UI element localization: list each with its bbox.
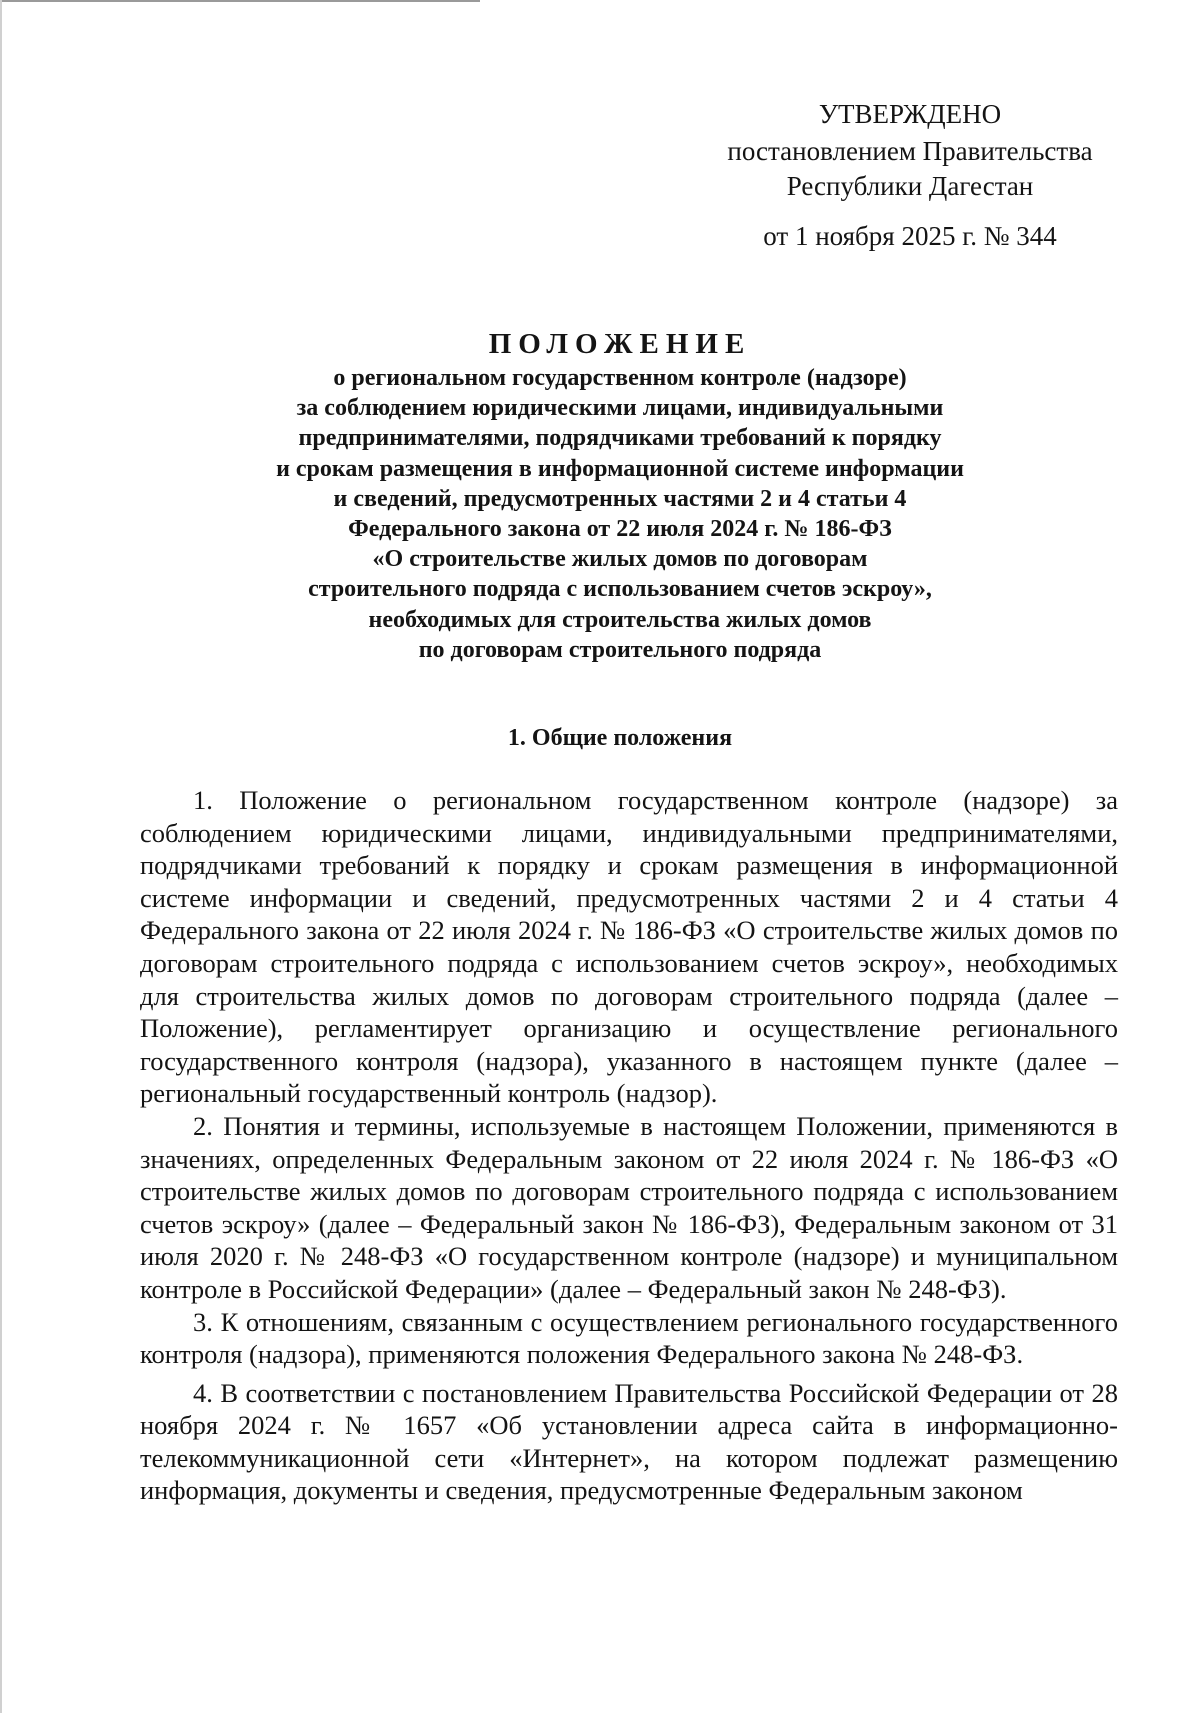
paragraph-text: Понятия и термины, используемые в настоящем Положении, применяются в значениях, определенных Федеральным законом от 22 июля 2024 г. № 186-ФЗ «О строительстве жилых домов по договорам строительного подряда с использованием счетов эскроу» (далее – Федеральный закон № 186-ФЗ), Федеральным законом от 31 июля 2020 г. № 248-ФЗ «О государственном контроле (надзоре) и муниципальном контроле в Российской Федерации» (далее – Федеральный закон № 248-ФЗ). xyxy=(140,1110,1119,1304)
scan-edge-left xyxy=(0,0,2,1713)
paragraph-number: 1. xyxy=(193,785,213,815)
approval-line-2: Республики Дагестан xyxy=(786,171,1034,201)
paragraph xyxy=(140,1306,1118,1371)
approval-line-1: постановлением Правительства xyxy=(727,136,1093,166)
subtitle-line: необходимых для строительства жилых домов xyxy=(368,606,872,633)
subtitle-line: о региональном государственном контроле (надзоре) xyxy=(333,365,907,391)
subtitle-line: «О строительстве жилых домов по договорам xyxy=(372,546,868,573)
subtitle-line: за соблюдением юридическими лицами, индивидуальными xyxy=(296,395,944,422)
paragraph xyxy=(140,1377,1118,1507)
document-title: ПОЛОЖЕНИЕ xyxy=(488,328,752,360)
scan-edge-top xyxy=(0,0,480,2)
paragraph xyxy=(140,784,1118,1110)
document-subtitle xyxy=(120,363,1120,665)
section-body xyxy=(140,784,1118,1507)
approval-title: УТВЕРЖДЕНО xyxy=(818,99,1002,129)
subtitle-line: предпринимателями, подрядчиками требований к порядку xyxy=(298,425,942,452)
subtitle-line: по договорам строительного подряда xyxy=(418,636,822,663)
paragraph-number: 2. xyxy=(193,1110,213,1141)
subtitle-line: и срокам размещения в информационной системе информации xyxy=(276,455,964,482)
approval-date: от 1 ноября 2025 г. № 344 xyxy=(763,221,1057,251)
paragraph-text: К отношениям, связанным с осуществлением регионального государственного контроля (надзора), применяются положения Федерального закона № 248-ФЗ. xyxy=(140,1306,1118,1370)
paragraph-number: 3. xyxy=(193,1306,213,1337)
section-heading: 1. Общие положения xyxy=(507,725,733,751)
paragraph-text: В соответствии с постановлением Правительства Российской Федерации от 28 ноября 2024 г. № 1657 «Об установлении адреса сайта в информационно-телекоммуникационной сети «Интернет», на котором подлежат размещению информация, документы и сведения, предусмотренные Федеральным законом xyxy=(140,1377,1118,1506)
subtitle-line: строительного подряда с использованием счетов эскроу», xyxy=(308,576,932,603)
subtitle-line: Федерального закона от 22 июля 2024 г. № 186-ФЗ xyxy=(348,516,892,543)
subtitle-line: и сведений, предусмотренных частями 2 и 4 статьи 4 xyxy=(333,485,907,512)
paragraph-number: 4. xyxy=(193,1377,213,1408)
paragraph xyxy=(140,1110,1118,1306)
paragraph-text: Положение о региональном государственном контроле (надзоре) за соблюдением юридическими лицами, индивидуальными предпринимателями, подрядчиками требований к порядку и срокам размещения в информационной системе информации и сведений, предусмотренных частями 2 и 4 статьи 4 Федерального закона от 22 июля 2024 г. № 186-ФЗ «О строительстве жилых домов по договорам строительного подряда с использованием счетов эскроу», необходимых для строительства жилых домов по договорам строительного подряда (далее – Положение), регламентирует организацию и осуществление регионального государственного контроля (надзора), указанного в настоящем пункте (далее – региональный государственный контроль (надзор). xyxy=(140,785,1118,1109)
